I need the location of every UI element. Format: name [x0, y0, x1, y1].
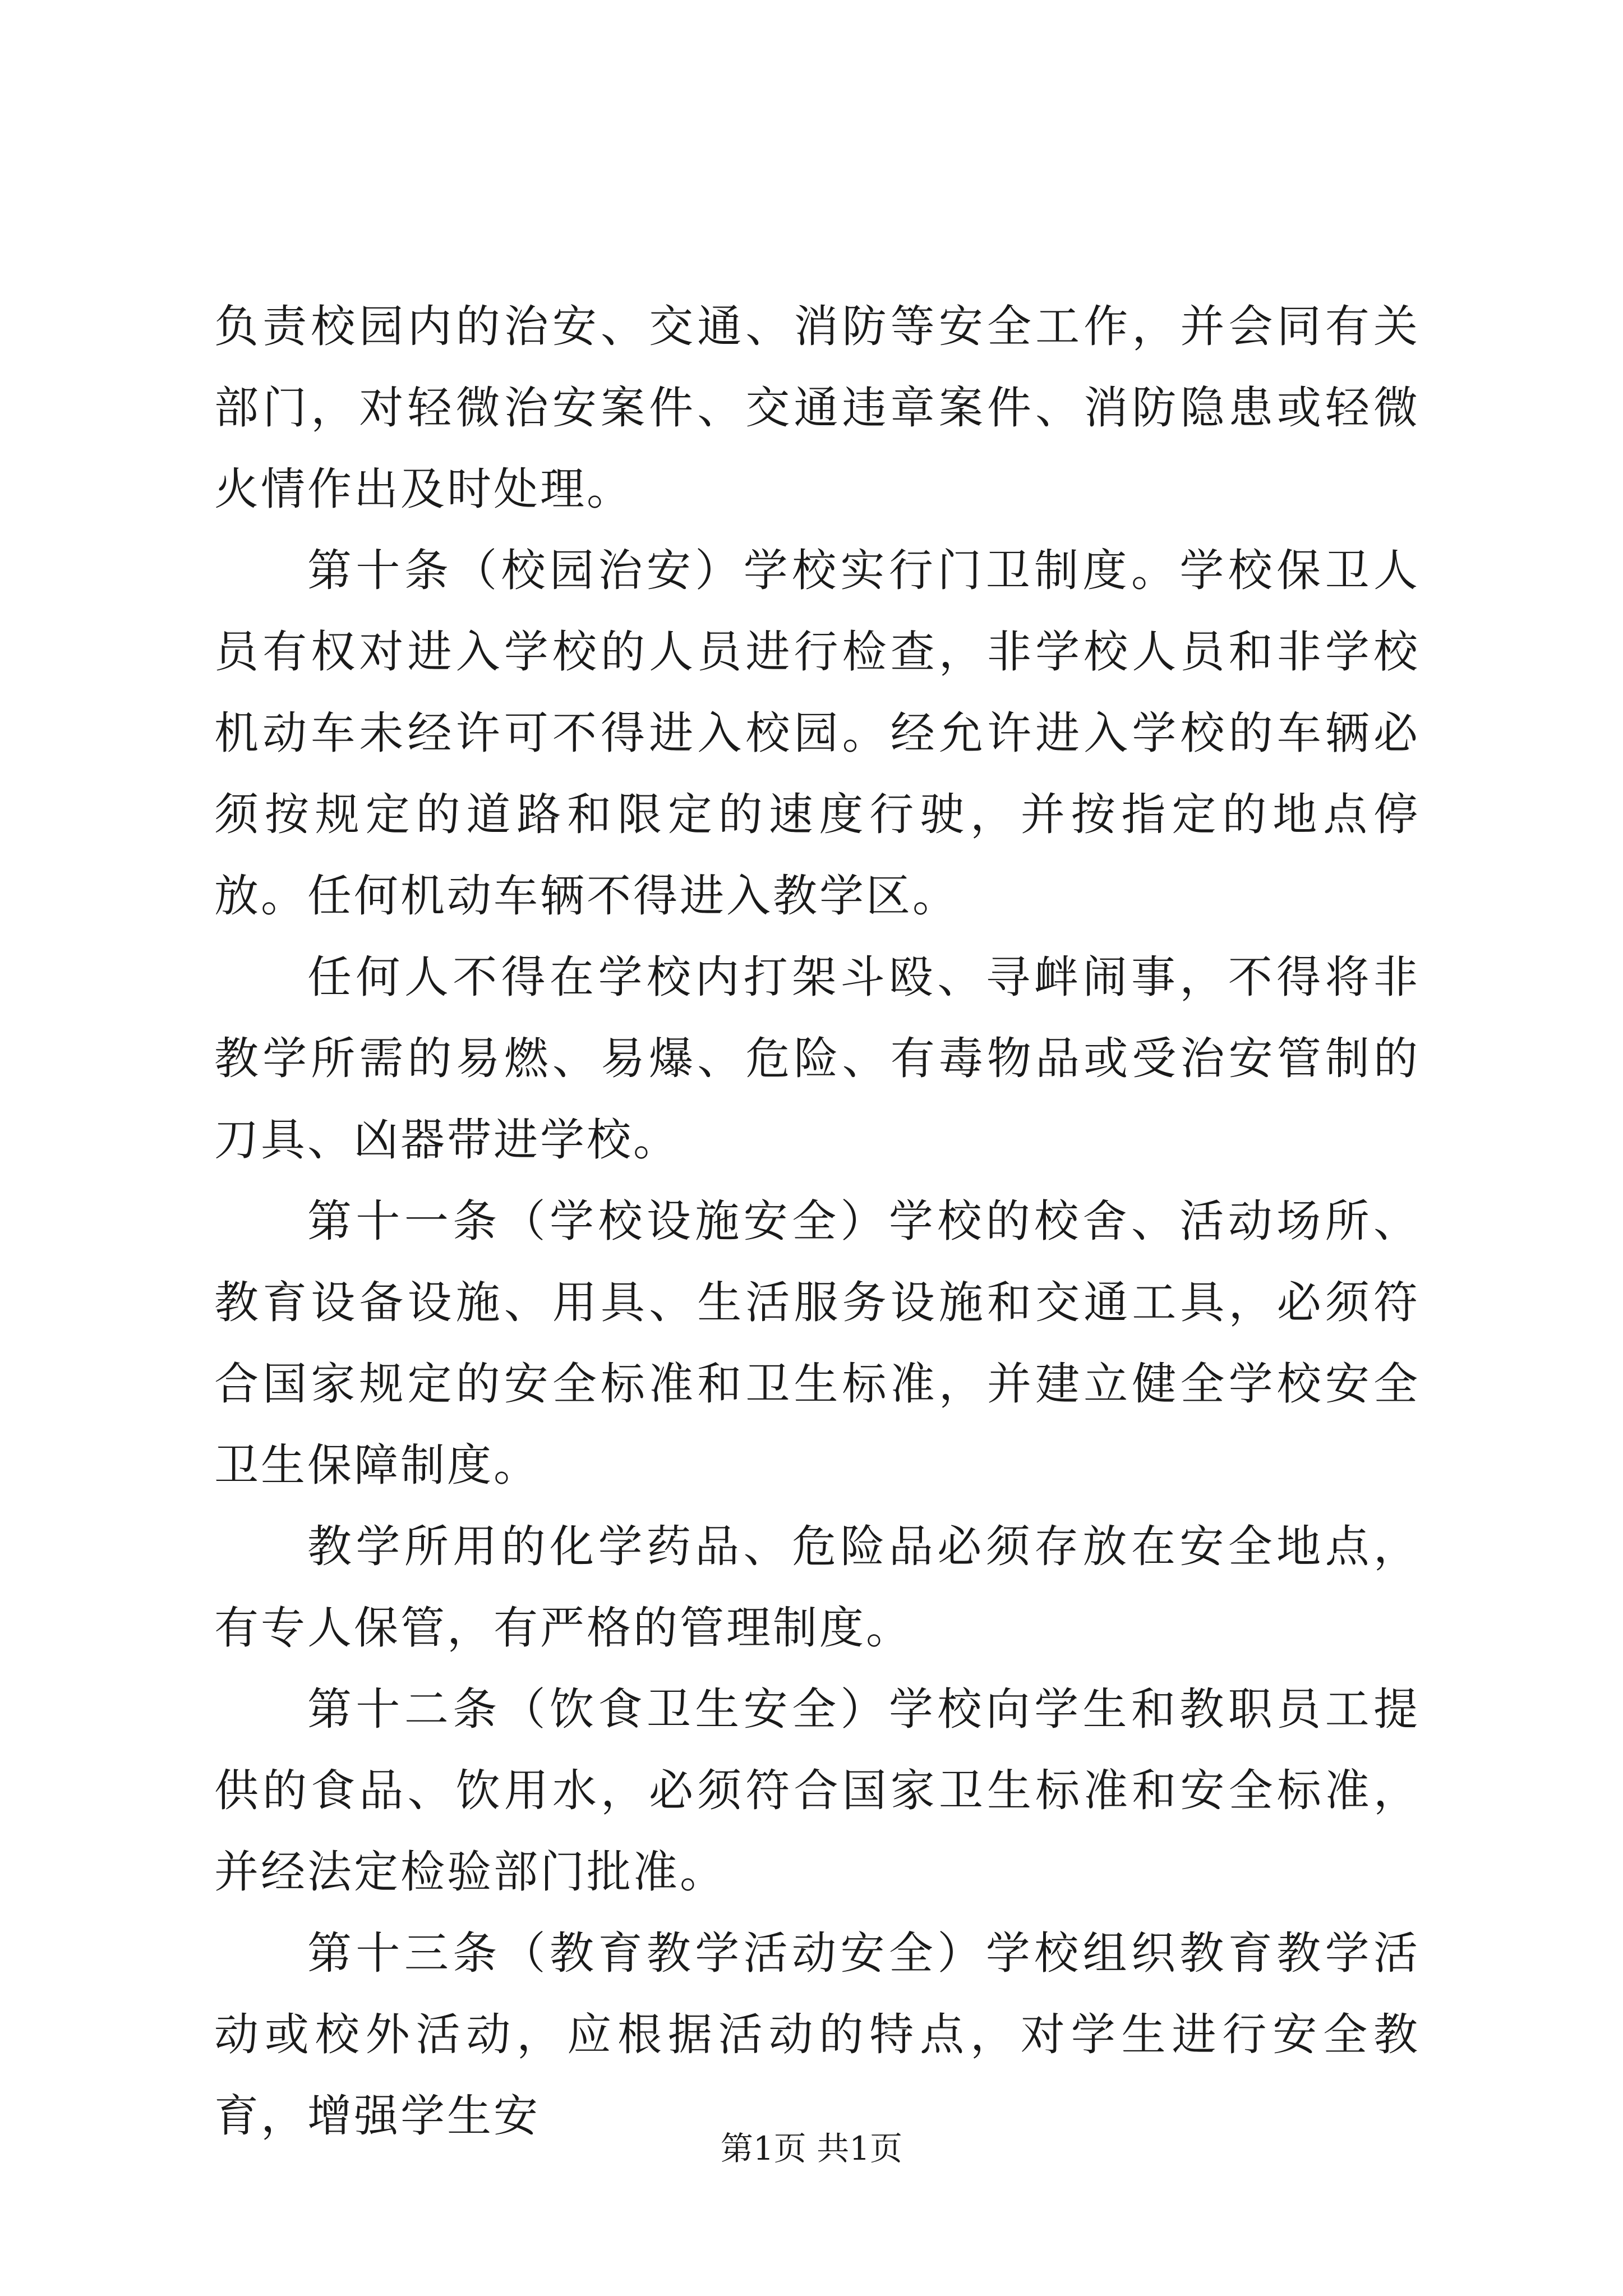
paragraph-article-13: 第十三条（教育教学活动安全）学校组织教育教学活动或校外活动，应根据活动的特点，对学生进行安全教育，增强学生安 [214, 1927, 1420, 2142]
paragraph-article-11: 第十一条（学校设施安全）学校的校舍、活动场所、教育设备设施、用具、生活服务设施和交通工具，必须符合国家规定的安全标准和卫生标准，并建立健全学校安全卫生保障制度。 [214, 1195, 1420, 1491]
paragraph-continuation: 负责校园内的治安、交通、消防等安全工作，并会同有关部门，对轻微治安案件、交通违章案件、消防隐患或轻微火情作出及时处理。 [214, 301, 1420, 515]
paragraph-article-10-clause-2: 任何人不得在学校内打架斗殴、寻衅闹事，不得将非教学所需的易燃、易爆、危险、有毒物品或受治安管制的刀具、凶器带进学校。 [214, 951, 1420, 1166]
document-body [214, 286, 1420, 2157]
page-number-footer: 第1页 共1页 [720, 2129, 903, 2168]
paragraph-article-12: 第十二条（饮食卫生安全）学校向学生和教职员工提供的食品、饮用水，必须符合国家卫生标准和安全标准，并经法定检验部门批准。 [214, 1683, 1420, 1898]
paragraph-article-11-clause-2: 教学所用的化学药品、危险品必须存放在安全地点，有专人保管，有严格的管理制度。 [214, 1521, 1420, 1654]
paragraph-article-10: 第十条（校园治安）学校实行门卫制度。学校保卫人员有权对进入学校的人员进行检查，非学校人员和非学校机动车未经许可不得进入校园。经允许进入学校的车辆必须按规定的道路和限定的速度行驶，并按指定的地点停放。任何机动车辆不得进入教学区。 [214, 545, 1420, 922]
